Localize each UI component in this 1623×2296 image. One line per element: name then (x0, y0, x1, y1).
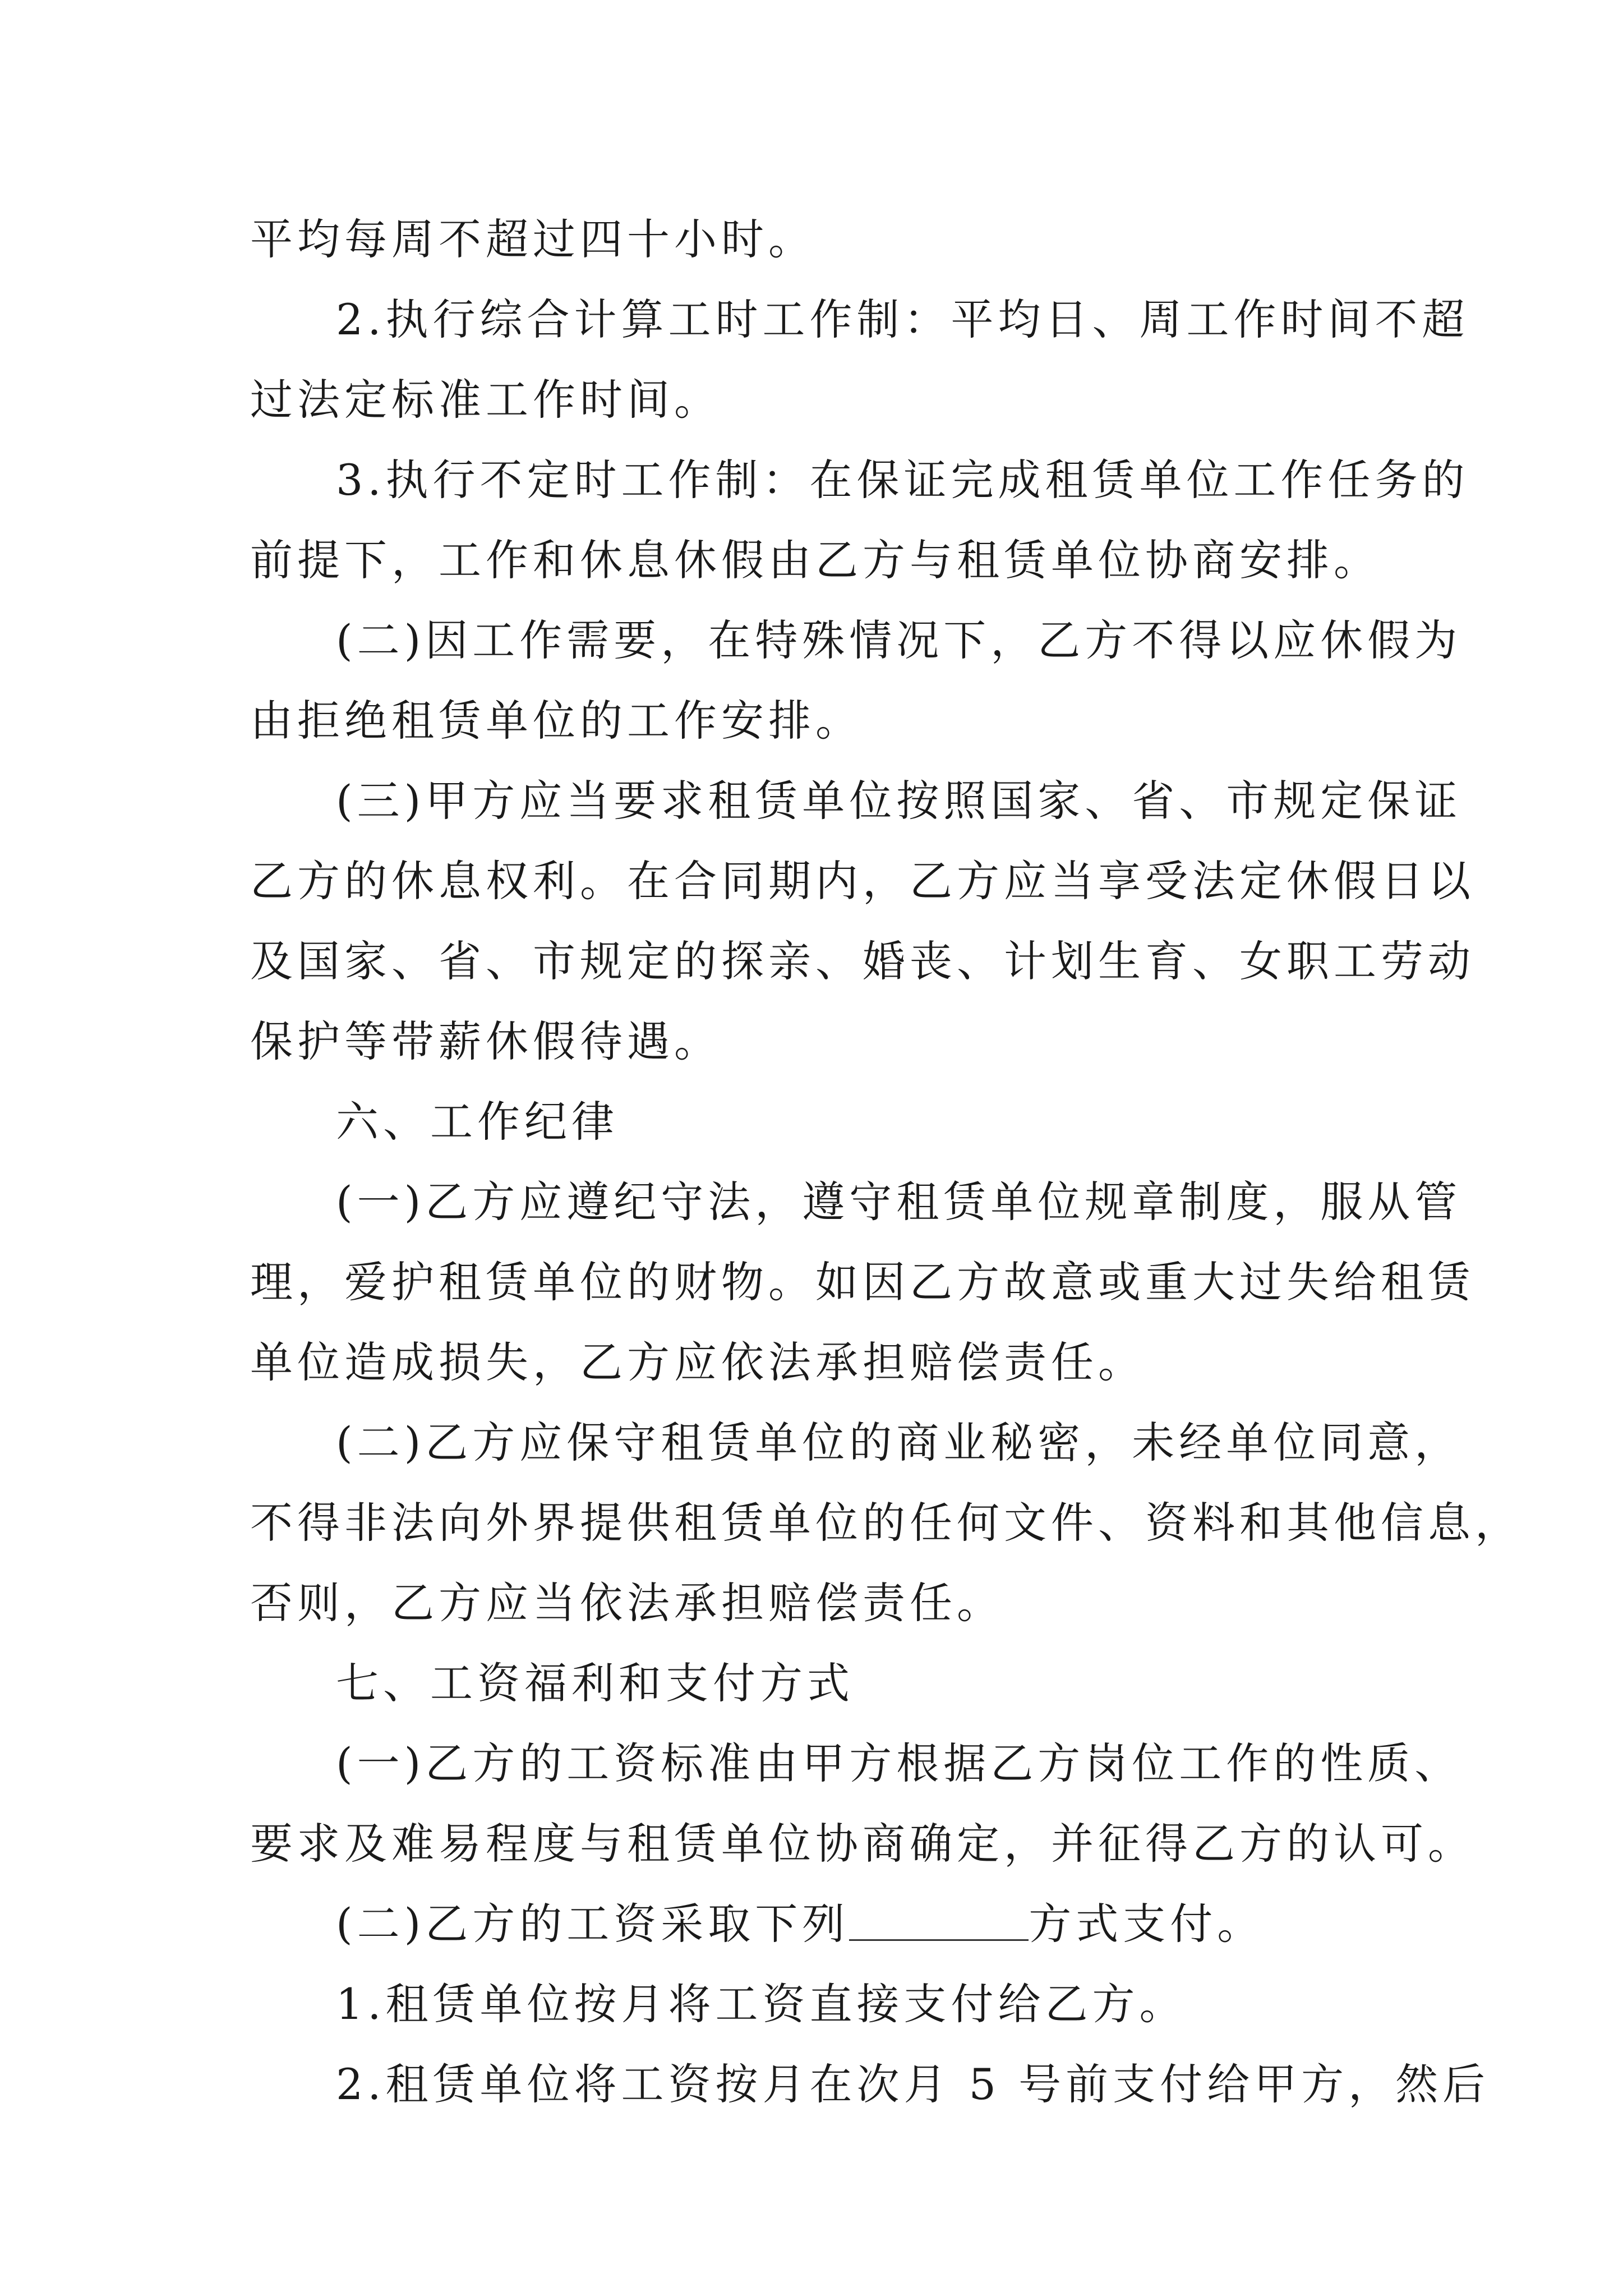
text-line: 要求及难易程度与租赁单位协商确定，并征得乙方的认可。 (250, 1819, 1475, 1869)
text-line: 保护等带薪休假待遇。 (250, 1016, 721, 1066)
contract-body (250, 199, 1522, 2124)
text-line: 单位造成损失，乙方应依法承担赔偿责任。 (250, 1337, 1145, 1387)
text-line: 2.租赁单位将工资按月在次月 5 号前支付给甲方，然后 (336, 2059, 1490, 2109)
section-heading: 七、工资福利和支付方式 (336, 1658, 854, 1708)
text-line: (二)因工作需要，在特殊情况下，乙方不得以应休假为 (336, 615, 1462, 665)
section-heading: 六、工作纪律 (336, 1097, 619, 1147)
fill-in-line (250, 1884, 1374, 1964)
text-line: 1.租赁单位按月将工资直接支付给乙方。 (336, 1979, 1187, 2029)
text-line: 否则，乙方应当依法承担赔偿责任。 (250, 1578, 1004, 1628)
text-line: 及国家、省、市规定的探亲、婚丧、计划生育、女职工劳动 (250, 936, 1475, 986)
text-line: 2.执行综合计算工时工作制：平均日、周工作时间不超 (336, 295, 1469, 344)
text-line: 3.执行不定时工作制：在保证完成租赁单位工作任务的 (336, 455, 1469, 505)
text-line: 过法定标准工作时间。 (250, 375, 721, 425)
text-line: 乙方的休息权利。在合同期内，乙方应当享受法定休假日以 (250, 856, 1475, 906)
text-line: 不得非法向外界提供租赁单位的任何文件、资料和其他信息， (250, 1498, 1522, 1548)
text-line: 前提下，工作和休息休假由乙方与租赁单位协商安排。 (250, 535, 1381, 585)
fill-in-prefix: (二)乙方的工资采取下列 (336, 1899, 850, 1949)
text-line: (一)乙方应遵纪守法，遵守租赁单位规章制度，服从管 (336, 1177, 1462, 1227)
text-line: (二)乙方应保守租赁单位的商业秘密，未经单位同意， (336, 1418, 1462, 1467)
fill-in-suffix: 方式支付。 (1029, 1899, 1265, 1949)
text-line: 平均每周不超过四十小时。 (250, 214, 815, 264)
text-line: (一)乙方的工资标准由甲方根据乙方岗位工作的性质、 (336, 1738, 1462, 1788)
text-line: 由拒绝租赁单位的工作安排。 (250, 696, 863, 746)
text-line: (三)甲方应当要求租赁单位按照国家、省、市规定保证 (336, 776, 1462, 826)
text-line: 理，爱护租赁单位的财物。如因乙方故意或重大过失给租赁 (250, 1257, 1475, 1307)
fill-in-blank[interactable] (849, 1900, 1029, 1941)
